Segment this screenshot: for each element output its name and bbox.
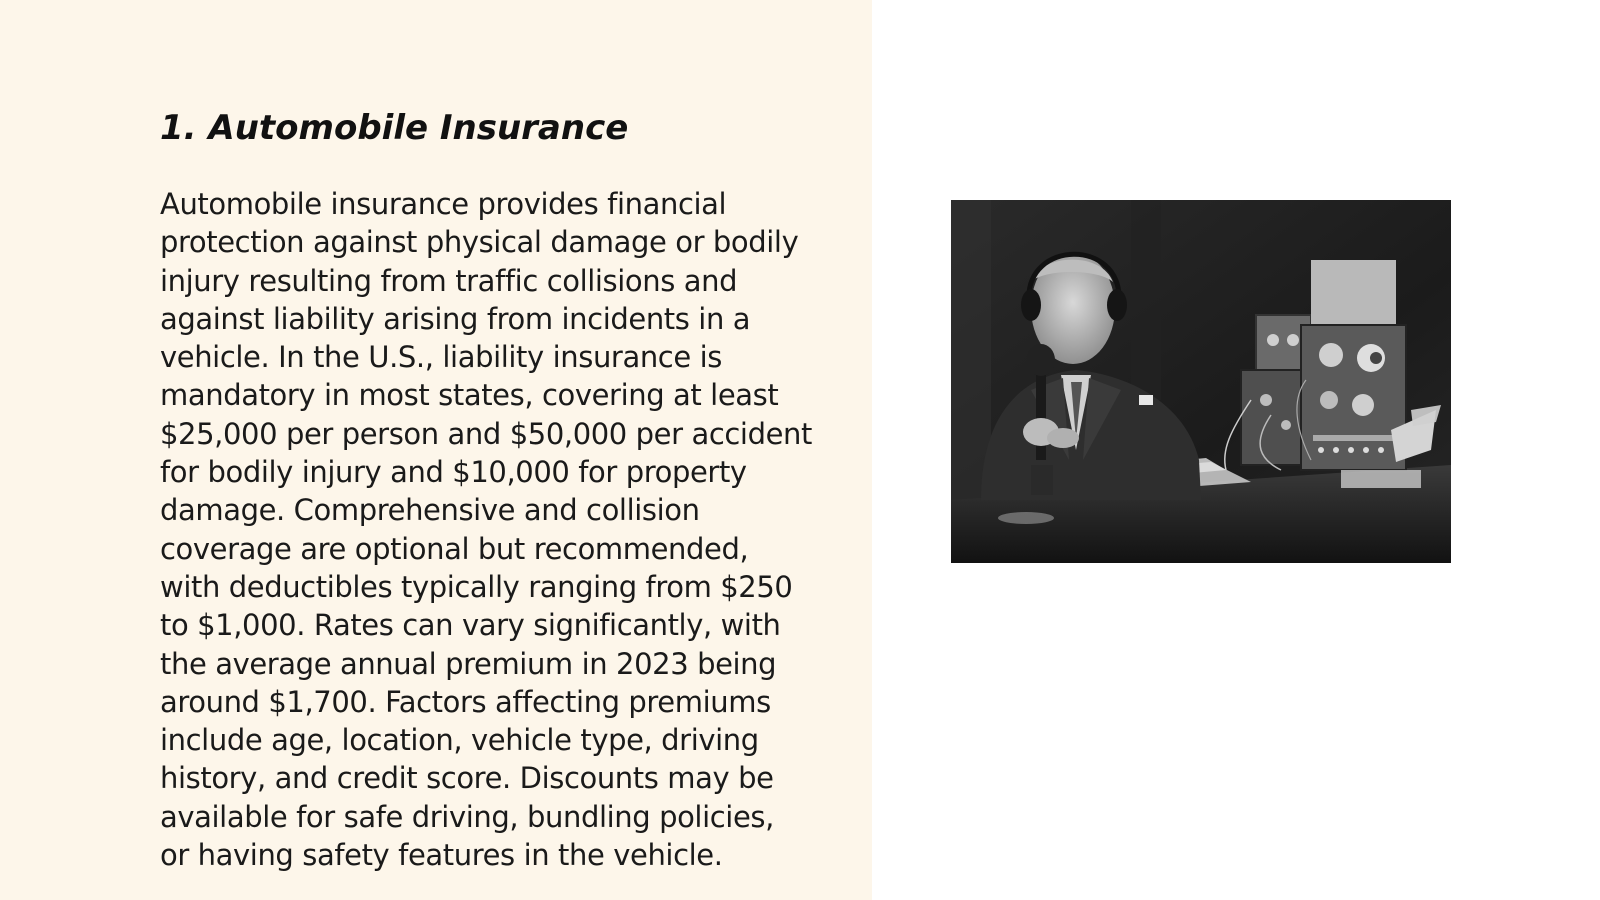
body-line: around $1,700. Factors affecting premiums	[160, 684, 771, 719]
body-line: available for safe driving, bundling policies,	[160, 799, 774, 834]
body-line: for bodily injury and $10,000 for property	[160, 455, 747, 490]
slide-title: 1. Automobile Insurance	[160, 108, 629, 148]
body-line: to $1,000. Rates can vary significantly, with	[160, 608, 781, 643]
body-line: damage. Comprehensive and collision	[160, 493, 700, 528]
body-line: history, and credit score. Discounts may be	[160, 761, 774, 796]
body-line: the average annual premium in 2023 being	[160, 646, 777, 681]
body-line: include age, location, vehicle type, driving	[160, 723, 759, 758]
photo-illustration	[951, 200, 1451, 563]
body-line: $25,000 per person and $50,000 per accident	[160, 416, 812, 451]
radio-operator-photo	[951, 200, 1451, 563]
body-line: coverage are optional but recommended,	[160, 531, 749, 566]
body-line: vehicle. In the U.S., liability insurance is	[160, 340, 722, 375]
slide-body	[160, 185, 850, 874]
body-line: protection against physical damage or bodily	[160, 225, 799, 260]
body-line: with deductibles typically ranging from $250	[160, 569, 793, 604]
body-line: or having safety features in the vehicle.	[160, 838, 723, 873]
body-line: injury resulting from traffic collisions and	[160, 263, 738, 298]
body-line: mandatory in most states, covering at least	[160, 378, 779, 413]
body-line: against liability arising from incidents in a	[160, 301, 751, 336]
body-line: Automobile insurance provides financial	[160, 187, 727, 221]
